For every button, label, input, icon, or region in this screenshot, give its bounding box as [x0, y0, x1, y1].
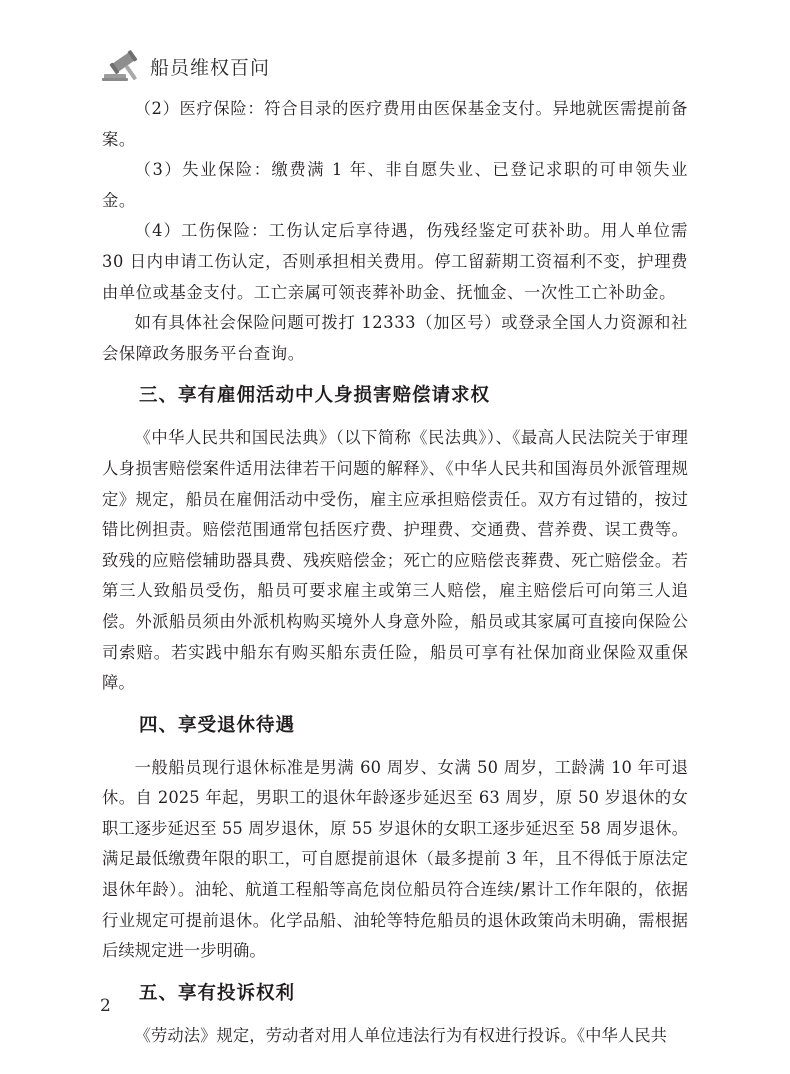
paragraph-unemployment-insurance: （3）失业保险：缴费满 1 年、非自愿失业、已登记求职的可申领失业金。 [102, 160, 688, 210]
paragraph-injury-insurance: （4）工伤保险：工伤认定后享待遇，伤残经鉴定可获补助。用人单位需 30 日内申请工伤认定，否则承担相关费用。停工留薪期工资福利不变，护理费由单位或基金支付。工亡亲属可领丧葬补助金、抚恤金、一次性工亡补助金。 [102, 221, 688, 302]
paragraph-medical-insurance: （2）医疗保险：符合目录的医疗费用由医保基金支付。异地就医需提前备案。 [102, 99, 688, 149]
paragraph-complaint: 《劳动法》规定，劳动者对用人单位违法行为有权进行投诉。《中华人民共 [134, 1025, 668, 1045]
running-header-title: 船员维权百问 [150, 56, 271, 79]
gavel-icon [100, 50, 144, 82]
section-heading-4: 四、享受退休待遇 [139, 714, 296, 736]
paragraph-personal-injury: 《中华人民共和国民法典》（以下简称《民法典》）、《最高人民法院关于审理人身损害赔偿案件适用法律若干问题的解释》、《中华人民共和国海员外派管理规定》规定，船员在雇佣活动中受伤，雇主应承担赔偿责任。双方有过错的，按过错比例担责。赔偿范围通常包括医疗费、护理费、交通费、营养费、误工费等。致残的应赔偿辅助器具费、残疾赔偿金；死亡的应赔偿丧葬费、死亡赔偿金。若第三人致船员受伤，船员可要求雇主或第三人赔偿，雇主赔偿后可向第三人追偿。外派船员须由外派机构购买境外人身意外险，船员或其家属可直接向保险公司索赔。若实践中船东有购买船东责任险，船员可享有社保加商业保险双重保障。 [102, 428, 688, 693]
paragraph-hotline: 如有具体社会保险问题可拨打 12333（加区号）或登录全国人力资源和社会保障政务服务平台查询。 [102, 313, 688, 363]
section-heading-3: 三、享有雇佣活动中人身损害赔偿请求权 [139, 385, 491, 407]
running-header [100, 46, 270, 86]
page-body [102, 94, 688, 1051]
section-heading-5: 五、享有投诉权利 [139, 982, 296, 1004]
page-number: 2 [100, 996, 111, 1016]
paragraph-retirement: 一般船员现行退休标准是男满 60 周岁、女满 50 周岁，工龄满 10 年可退休。自 2025 年起，男职工的退休年龄逐步延迟至 63 周岁，原 50 岁退休的女职工逐步延迟至 55 周岁退休，原 55 岁退休的女职工逐步延迟至 58 周岁退休。满足最低缴费年限的职工，可自愿提前退休（最多提前 3 年，且不得低于原法定退休年龄）。油轮、航道工程船等高危岗位船员符合连续/累计工作年限的，依据行业规定可提前退休。化学品船、油轮等特危船员的退休政策尚未明确，需根据后续规定进一步明确。 [102, 757, 688, 961]
